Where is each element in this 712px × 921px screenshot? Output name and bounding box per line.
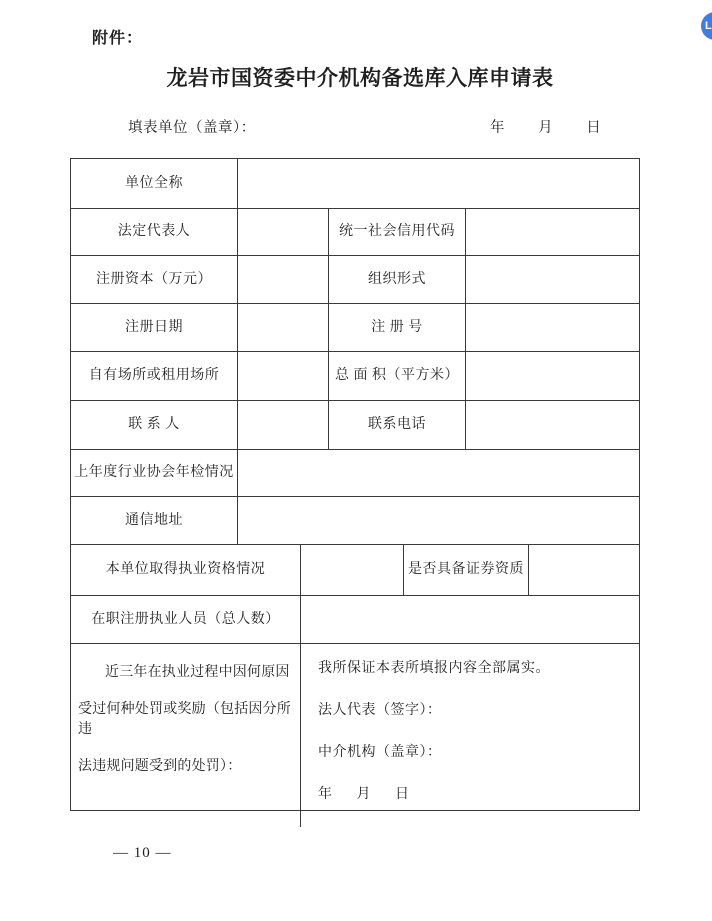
agency-seal-label: 中介机构（盖章）：: [318, 745, 442, 760]
header-date-label: 年 月 日: [490, 120, 601, 136]
premises-value: [238, 352, 329, 400]
reg-number-value: [466, 304, 639, 351]
total-area-value: [466, 352, 639, 400]
signature-date-label: 年 月 日: [318, 787, 410, 802]
reg-number-label: 注 册 号: [329, 304, 466, 351]
penalty-history-cell: [71, 644, 301, 827]
credit-code-value: [466, 209, 639, 255]
attachment-label: 附件：: [92, 30, 144, 47]
mail-address-label: 通信地址: [71, 497, 238, 544]
penalty-history-line: 近三年在执业过程中因何原因: [105, 665, 290, 680]
application-form-table: [70, 158, 640, 811]
declaration-cell: [301, 644, 639, 827]
penalty-history-line: 法违规问题受到的处罚）：: [78, 759, 242, 774]
org-form-value: [466, 256, 639, 303]
reg-date-label: 注册日期: [71, 304, 238, 351]
table-row: [71, 209, 639, 256]
table-row: [71, 304, 639, 352]
unit-name-label: 单位全称: [71, 159, 238, 208]
annual-check-value: [238, 450, 639, 496]
floating-badge-letter: L: [705, 20, 712, 32]
staff-count-value: [301, 596, 639, 643]
table-row: [71, 450, 639, 497]
legal-rep-label: 法定代表人: [71, 209, 238, 255]
securities-value: [529, 545, 639, 595]
contact-phone-label: 联系电话: [329, 401, 466, 449]
qualification-label: 本单位取得执业资格情况: [71, 545, 301, 595]
legal-rep-signature-label: 法人代表（签字）：: [318, 703, 442, 718]
floating-badge-button[interactable]: [701, 12, 712, 40]
reg-capital-label: 注册资本（万元）: [71, 256, 238, 303]
org-form-label: 组织形式: [329, 256, 466, 303]
table-row: [71, 644, 639, 827]
annual-check-label: 上年度行业协会年检情况: [71, 450, 238, 496]
total-area-label: 总 面 积（平方米）: [329, 352, 466, 400]
staff-count-label: 在职注册执业人员（总人数）: [71, 596, 301, 643]
table-row: [71, 497, 639, 545]
contact-phone-value: [466, 401, 639, 449]
unit-name-value: [238, 159, 639, 208]
contact-person-label: 联 系 人: [71, 401, 238, 449]
penalty-history-line: 受过何种处罚或奖励（包括因分所违: [78, 702, 291, 737]
premises-label: 自有场所或租用场所: [71, 352, 238, 400]
credit-code-label: 统一社会信用代码: [329, 209, 466, 255]
table-row: [71, 352, 639, 401]
securities-label: 是否具备证券资质: [404, 545, 529, 595]
table-row: [71, 545, 639, 596]
page-number: — 10 —: [113, 845, 172, 861]
reg-date-value: [238, 304, 329, 351]
table-row: [71, 596, 639, 644]
table-row: [71, 401, 639, 450]
declaration-statement: 我所保证本表所填报内容全部属实。: [318, 661, 550, 676]
qualification-value: [301, 545, 404, 595]
table-row: [71, 159, 639, 209]
legal-rep-value: [238, 209, 329, 255]
mail-address-value: [238, 497, 639, 544]
page-title: 龙岩市国资委中介机构备选库入库申请表: [166, 66, 554, 90]
fill-unit-label: 填表单位（盖章）：: [128, 120, 256, 136]
contact-person-value: [238, 401, 329, 449]
reg-capital-value: [238, 256, 329, 303]
table-row: [71, 256, 639, 304]
